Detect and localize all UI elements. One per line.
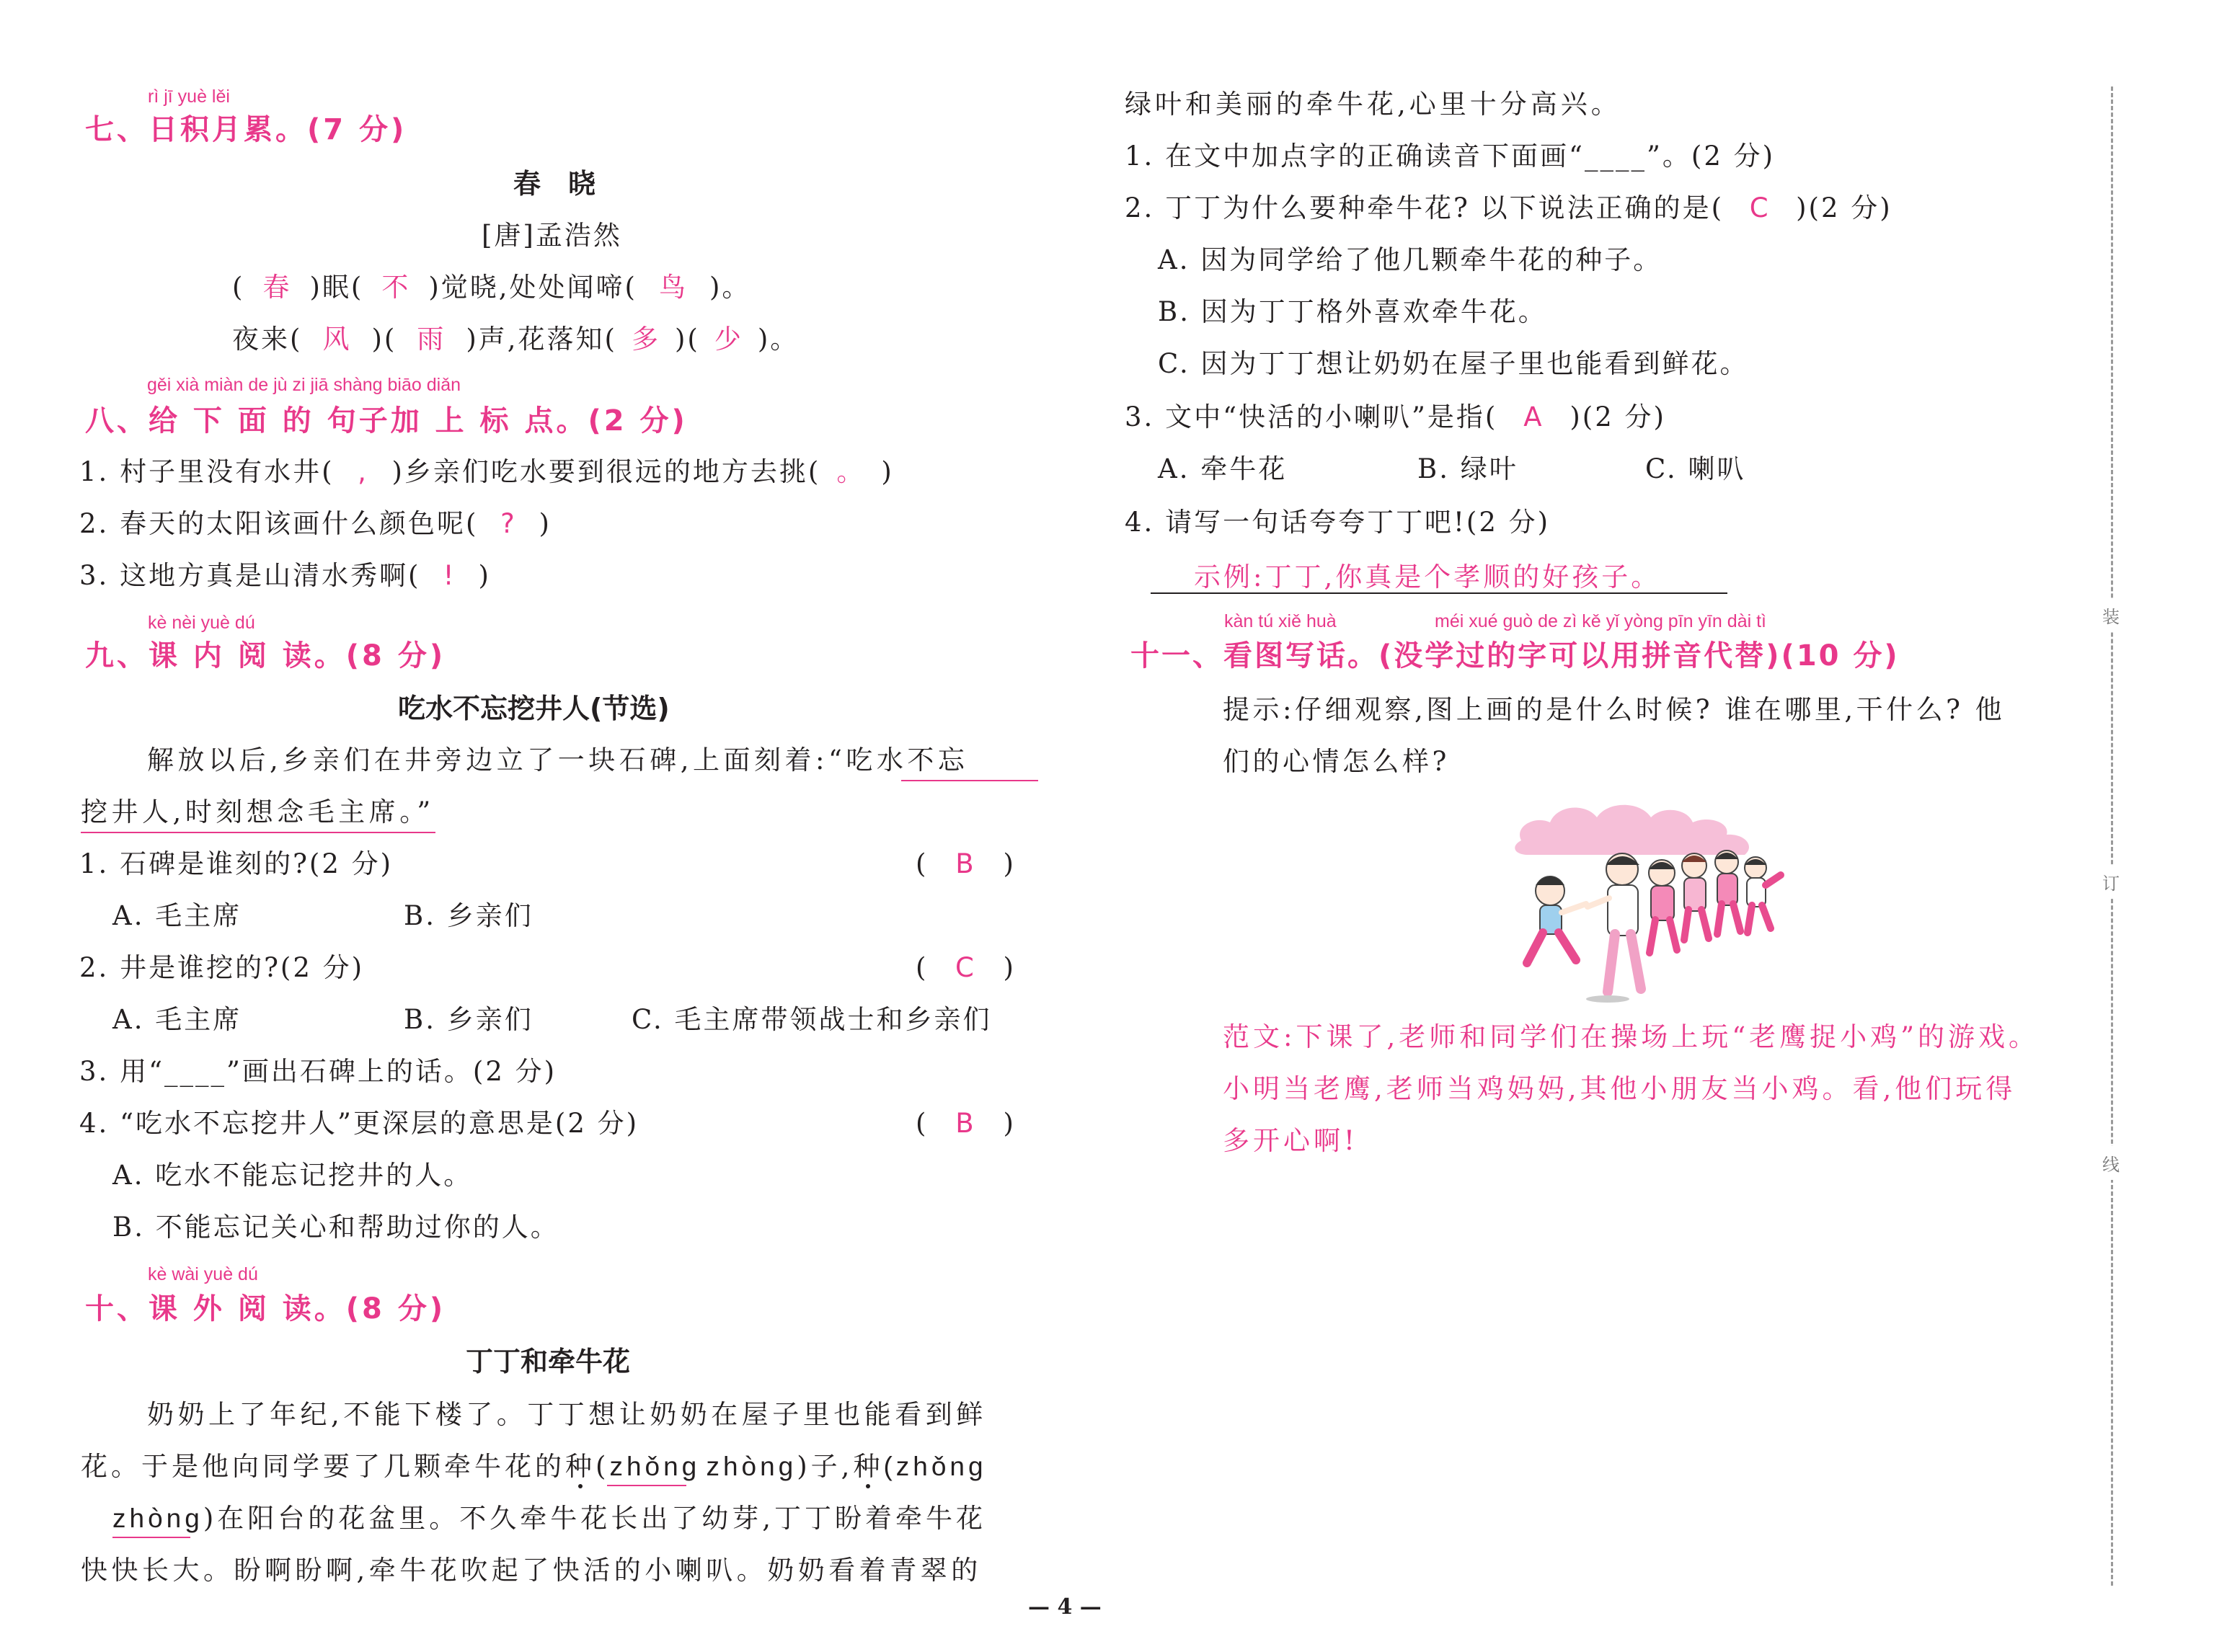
teacher-icon	[1588, 853, 1641, 992]
binding-dashed-line	[2111, 86, 2113, 1586]
page-number: — 4 —	[1028, 1594, 1102, 1620]
s9-answer-paren-2: ( C )	[916, 952, 1016, 983]
child-chick-icon	[1715, 851, 1740, 934]
s10-passage-line-5: 绿叶和美丽的牵牛花,心里十分高兴。	[1125, 89, 1621, 120]
dotted-character: 种	[565, 1451, 596, 1482]
s9-question-3: 3. 用“____”画出石碑上的话。(2 分)	[79, 1056, 557, 1087]
answer-blank: 鸟	[658, 272, 688, 303]
pinyin-answer-underline	[112, 1537, 190, 1538]
s9-question-2: 2. 井是谁挖的?(2 分)	[79, 952, 365, 983]
binding-label: 线	[2101, 1146, 2121, 1180]
s11-hint-line-1: 提示:仔细观察,图上画的是什么时候? 谁在哪里,干什么? 他	[1223, 694, 2006, 725]
s10-passage-line-1: 奶奶上了年纪,不能下楼了。丁丁想让奶奶在屋子里也能看到鲜	[147, 1399, 987, 1430]
s9-q2-option-c: C. 毛主席带领战士和乡亲们	[632, 1004, 992, 1035]
s8-question-3: 3. 这地方真是山清水秀啊( ! )	[79, 560, 491, 591]
s10-q3-option-b: B. 绿叶	[1417, 453, 1518, 484]
s7-heading: 七、日积月累。(7 分)	[85, 113, 407, 146]
s9-q1-option-a: A. 毛主席	[112, 900, 242, 931]
s10-passage-title: 丁丁和牵牛花	[466, 1346, 631, 1377]
s10-q2-option-a: A. 因为同学给了他几颗牵牛花的种子。	[1158, 244, 1662, 275]
s9-pinyin: kè nèi yuè dú	[148, 613, 255, 633]
child-chick-icon	[1649, 860, 1677, 953]
poem-line-2: 夜来( 风 )( 雨 )声,花落知( 多 )( 少 )。	[232, 324, 800, 355]
answer-blank: 春	[262, 272, 292, 303]
child-chick-icon	[1745, 857, 1781, 933]
poem-author: [唐]孟浩然	[482, 220, 622, 251]
binding-label: 订	[2101, 865, 2121, 899]
stele-underline	[81, 832, 435, 833]
s10-q3-option-c: C. 喇叭	[1645, 453, 1746, 484]
s11-heading: 十一、看图写话。(没学过的字可以用拼音代替)(10 分)	[1130, 639, 1900, 672]
s9-q4-option-b: B. 不能忘记关心和帮助过你的人。	[112, 1212, 559, 1243]
s11-model-line-1: 范文:下课了,老师和同学们在操场上玩“老鹰捉小鸡”的游戏。	[1223, 1021, 2040, 1052]
s9-answer-paren-1: ( B )	[916, 848, 1016, 879]
s9-question-1: 1. 石碑是谁刻的?(2 分)	[79, 848, 394, 879]
answer-blank: 不	[381, 272, 411, 303]
s9-q2-option-a: A. 毛主席	[112, 1004, 242, 1035]
child-boy-eagle-icon	[1527, 876, 1586, 963]
s10-question-2: 2. 丁丁为什么要种牵牛花? 以下说法正确的是( C )(2 分)	[1125, 192, 1892, 223]
s9-q4-option-a: A. 吃水不能忘记挖井的人。	[112, 1160, 473, 1191]
s9-q1-option-b: B. 乡亲们	[404, 900, 533, 931]
s10-passage-line-3: zhòng)在阳台的花盆里。不久牵牛花长出了幼芽,丁丁盼着牵牛花	[112, 1503, 987, 1534]
poem-line-1: ( 春 )眠( 不 )觉晓,处处闻啼( 鸟 )。	[232, 272, 751, 303]
answer-blank: 多	[631, 324, 660, 355]
s10-pinyin: kè wài yuè dú	[148, 1264, 258, 1284]
s9-heading: 九、课 内 阅 读。(8 分)	[85, 639, 446, 672]
s10-heading: 十、课 外 阅 读。(8 分)	[85, 1292, 446, 1325]
s11-model-line-3: 多开心啊!	[1223, 1125, 1358, 1156]
binding-label: 装	[2101, 598, 2121, 632]
s8-pinyin: gěi xià miàn de jù zi jiā shàng biāo diǎn	[147, 375, 461, 395]
s9-passage-line-2: 挖井人,时刻想念毛主席。”	[81, 796, 435, 827]
s10-passage-line-4: 快快长大。盼啊盼啊,牵牛花吹起了快活的小喇叭。奶奶看着青翠的	[81, 1555, 982, 1586]
s11-pinyin-a: kàn tú xiě huà	[1224, 611, 1337, 631]
s8-question-1: 1. 村子里没有水井( , )乡亲们吃水要到很远的地方去挑( 。 )	[79, 456, 894, 487]
child-chick-icon	[1682, 853, 1709, 940]
answer-blank: 少	[714, 324, 743, 355]
s9-passage-title: 吃水不忘挖井人(节选)	[398, 693, 670, 724]
s10-q2-option-b: B. 因为丁丁格外喜欢牵牛花。	[1158, 296, 1547, 327]
s11-model-line-2: 小明当老鹰,老师当鸡妈妈,其他小朋友当小鸡。看,他们玩得	[1223, 1073, 2016, 1104]
s10-passage-line-2: 花。于是他向同学要了几颗牵牛花的种(zhǒng zhòng)子,种(zhǒng	[81, 1451, 987, 1482]
playground-illustration	[1507, 790, 1824, 1006]
answer-blank: 雨	[417, 324, 446, 355]
s11-hint-line-2: 们的心情怎么样?	[1223, 746, 1450, 777]
stele-underline	[901, 780, 1038, 781]
answer-line	[1151, 592, 1727, 594]
s9-answer-paren-4: ( B )	[916, 1108, 1016, 1139]
s10-question-4: 4. 请写一句话夸夸丁丁吧!(2 分)	[1125, 507, 1551, 538]
s10-q3-option-a: A. 牵牛花	[1158, 453, 1288, 484]
s8-question-2: 2. 春天的太阳该画什么颜色呢( ? )	[79, 508, 552, 539]
s10-question-3: 3. 文中“快活的小喇叭”是指( A )(2 分)	[1125, 401, 1666, 432]
s10-question-1: 1. 在文中加点字的正确读音下面画“____”。(2 分)	[1125, 141, 1776, 172]
pinyin-answer-underline	[607, 1485, 686, 1486]
s10-q4-answer: 示例:丁丁,你真是个孝顺的好孩子。	[1194, 561, 1661, 592]
s11-pinyin-b: méi xué guò de zì kě yǐ yòng pīn yīn dài tì	[1435, 611, 1766, 631]
s8-heading: 八、给 下 面 的 句子加 上 标 点。(2 分)	[85, 404, 688, 438]
poem-title: 春 晓	[513, 168, 596, 200]
s7-pinyin: rì jī yuè lěi	[148, 86, 230, 107]
s10-q2-option-c: C. 因为丁丁想让奶奶在屋子里也能看到鲜花。	[1158, 348, 1749, 379]
dotted-character: 种	[853, 1451, 884, 1482]
s9-passage-line-1: 解放以后,乡亲们在井旁边立了一块石碑,上面刻着:“吃水不忘	[147, 745, 969, 776]
s9-question-4: 4. “吃水不忘挖井人”更深层的意思是(2 分)	[79, 1108, 639, 1139]
cloud-icon	[1515, 805, 1749, 855]
s9-q2-option-b: B. 乡亲们	[404, 1004, 533, 1035]
answer-blank: 风	[322, 324, 352, 355]
